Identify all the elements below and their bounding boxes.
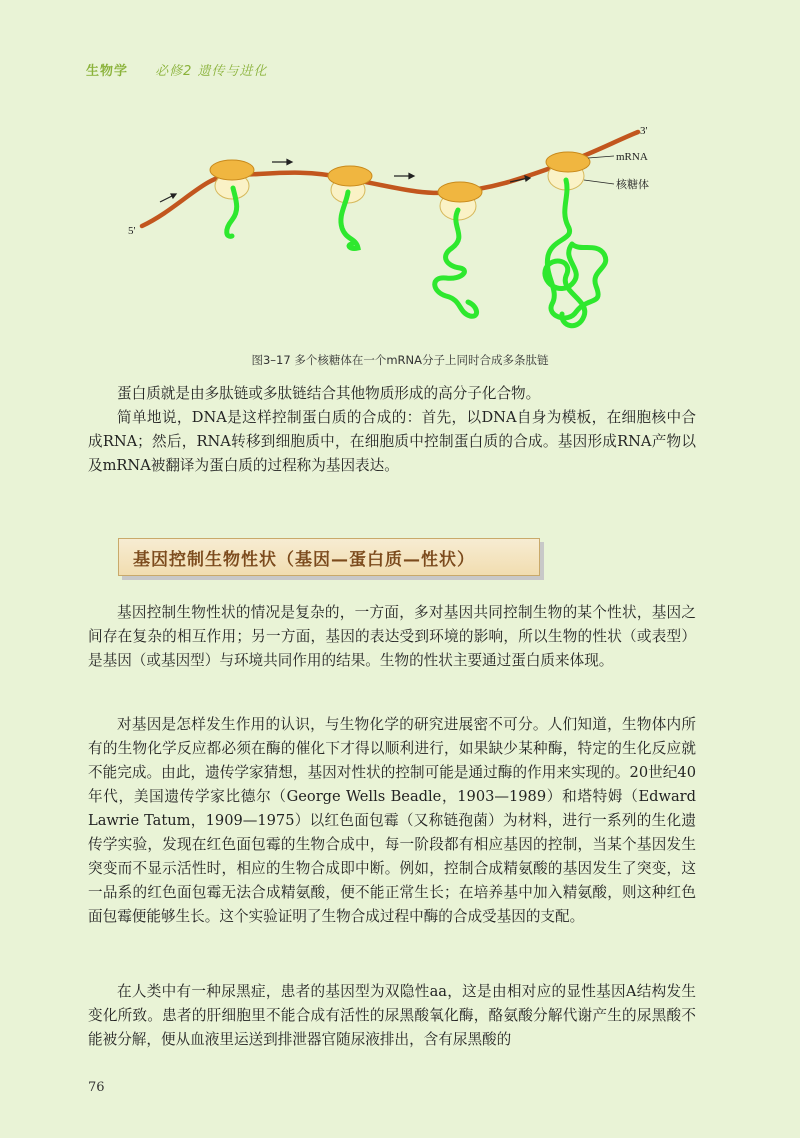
section-title: 基因控制生物性状（基因—蛋白质—性状） — [133, 550, 475, 570]
polyribosome-figure — [0, 100, 800, 360]
body-paragraph: 基因控制生物性状的情况是复杂的，一方面，多对基因共同控制生物的某个性状，基因之间存在复杂的相互作用；另一方面，基因的表达受到环境的影响，所以生物的性状（或表型）是基因（或基因型）与环境共同作用的结果。生物的性状主要通过蛋白质来体现。 — [88, 604, 696, 669]
polypeptide-chain — [545, 180, 606, 326]
body-paragraph: 在人类中有一种尿黑症，患者的基因型为双隐性aa，这是由相对应的显性基因A结构发生变化所致。患者的肝细胞里不能合成有活性的尿黑酸氧化酶，酪氨酸分解代谢产生的尿黑酸不能被分解，便从血液里运送到排泄器官随尿液排出，含有尿黑酸的 — [88, 983, 696, 1048]
body-paragraph: 对基因是怎样发生作用的认识，与生物化学的研究进展密不可分。人们知道，生物体内所有的生物化学反应都必须在酶的催化下才得以顺利进行，如果缺少某种酶，特定的生化反应就不能完成。由此，遗传学家猜想，基因对性状的控制可能是通过酶的作用来实现的。20世纪40年代，美国遗传学家比德尔（George Wells Beadle，1903—1989）和塔特姆（Edward Lawrie Tatum，1909—1975）以红色面包霉（又称链孢菌）为材料，进行一系列的生化遗传学实验，发现在红色面包霉的生物合成中，每一阶段都有相应基因的控制，当某个基因发生突变而不显示活性时，相应的生物合成即中断。例如，控制合成精氨酸的基因发生了突变，这一品系的红色面包霉无法合成精氨酸，便不能正常生长；在培养基中加入精氨酸，则这种红色面包霉便能够生长。这个实验证明了生物合成过程中酶的合成受基因的支配。 — [88, 716, 696, 925]
running-header — [86, 60, 268, 79]
ribosome-label: 核糖体 — [616, 178, 649, 191]
volume-title: 必修2 遗传与进化 — [155, 64, 268, 79]
body-paragraph: 简单地说，DNA是这样控制蛋白质的合成的：首先，以DNA自身为模板，在细胞核中合成RNA；然后，RNA转移到细胞质中，在细胞质中控制蛋白质的合成。基因形成RNA产物以及mRNA被翻译为蛋白质的过程称为基因表达。 — [88, 409, 696, 474]
polypeptide-chain — [435, 210, 477, 316]
ribosome-leader-line — [584, 180, 614, 184]
ribosome — [438, 182, 482, 220]
figure-caption: 图3–17 多个核糖体在一个mRNA分子上同时合成多条肽链 — [251, 353, 549, 367]
book-title: 生物学 — [86, 64, 129, 79]
mrna-leader-line — [588, 156, 614, 158]
mrna-label: mRNA — [616, 151, 648, 163]
page-number: 76 — [88, 1080, 105, 1095]
body-paragraph: 蛋白质就是由多肽链或多肽链结合其他物质形成的高分子化合物。 — [117, 385, 541, 402]
five-prime-label: 5' — [128, 225, 136, 237]
three-prime-label: 3' — [640, 125, 648, 137]
ribosome — [328, 166, 372, 203]
section-heading-box — [118, 538, 540, 576]
